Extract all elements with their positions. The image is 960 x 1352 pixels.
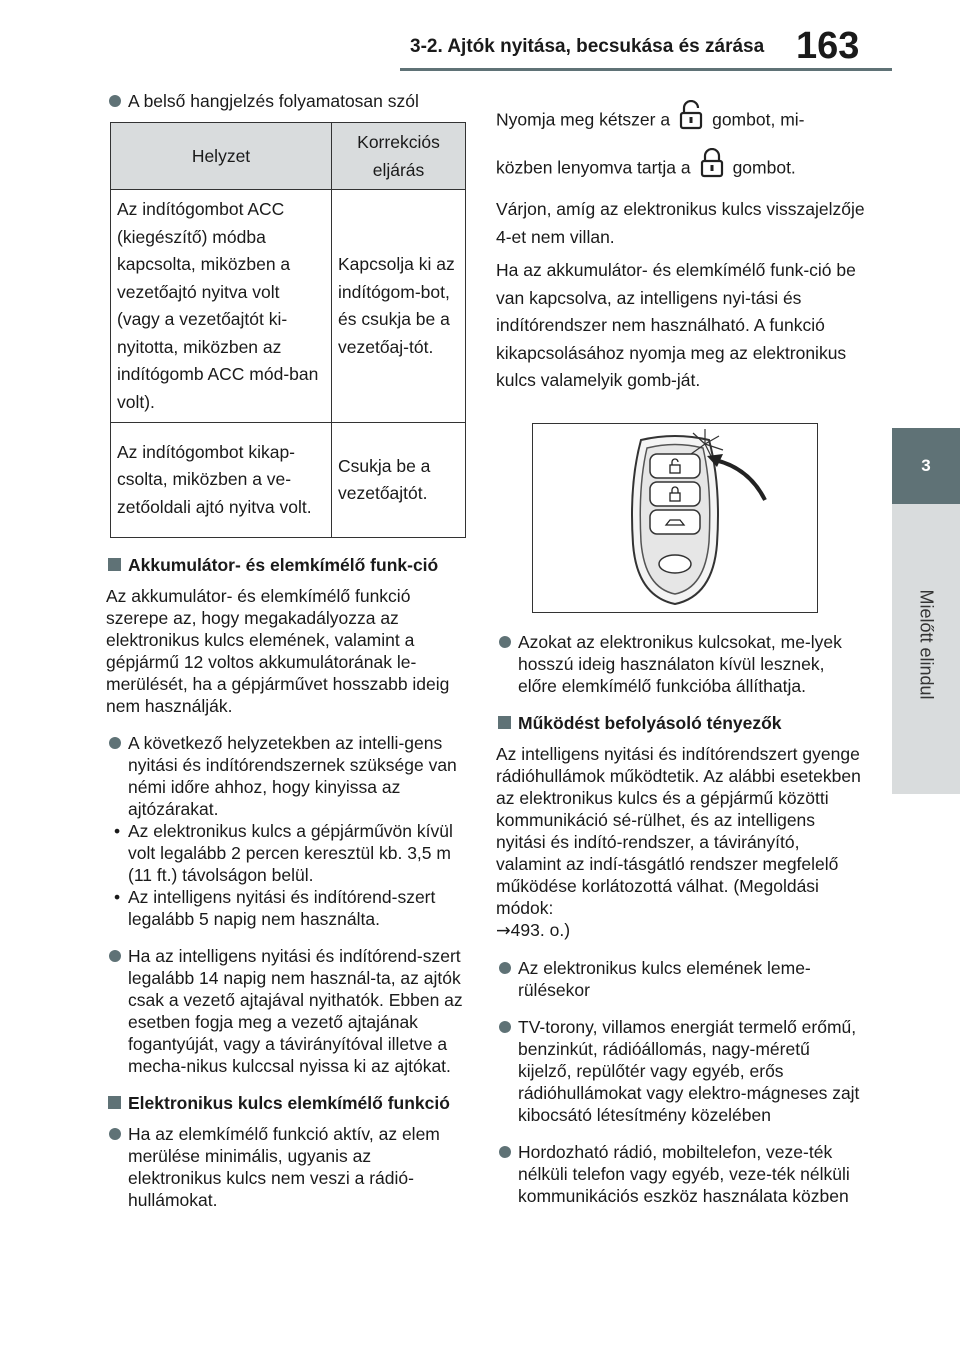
right-column [496, 100, 866, 1222]
bullet-factor: TV-torony, villamos energiát termelő erőmű, benzinkút, rádióállomás, nagy-méretű kijelző, repülőtér vagy egyéb, erős rádióhullámokat vagy elektro-mágneses zajt kibocsátó létesítmény közelében [496, 1016, 866, 1126]
page-reference-link[interactable]: 493. o.) [510, 919, 571, 940]
reference-arrow: → [496, 920, 511, 941]
instruction-text: Nyomja meg kétszer a [496, 109, 671, 130]
bullet-14-days: Ha az intelligens nyitási és indítórend-szert legalább 14 napig nem használ-ta, az ajtók csak a vezető ajtajával nyithatók. Ebben az esetben fogja meg a vezető ajtajának fogantyúját, vagy a távirányítóval illetve a mecha-nikus kulccsal nyissa ki az ajtókat. [106, 945, 468, 1077]
left-column [106, 90, 468, 1226]
unlock-icon [678, 100, 704, 142]
heading-key-saver: Elektronikus kulcs elemkímélő funkció [106, 1092, 468, 1114]
bullet-situations: A következő helyzetekben az intelli-gens nyitási és indítórendszernek szüksége van némi időre ahhoz, hogy kinyissa az ajtózárakat. [106, 732, 468, 820]
instruction-text: gombot, mi- [712, 109, 805, 130]
chapter-title-tab [892, 504, 960, 794]
paragraph-factors [496, 743, 866, 942]
instruction-line-2 [496, 148, 866, 190]
paragraph-factors-text: Az intelligens nyitási és indítórendszert gyenge rádióhullámok működtetik. Az alábbi esetekben az elektronikus kulcs és a gépjármű közötti kommunikáció sé-rülhet, és az intelligens nyitási és indító-rendszer, a távirányító, valamint az indí-tásgátló rendszer megfelelő működése korlátozottá válhat. (Megoldási módok: [496, 743, 861, 918]
lock-icon [699, 148, 725, 190]
key-fob-illustration [532, 423, 818, 613]
table-header-situation: Helyzet [111, 123, 332, 190]
bullet-factor: Az elektronikus kulcs elemének leme-rülésekor [496, 957, 866, 1001]
paragraph-wait: Várjon, amíg az elektronikus kulcs visszajelzője 4-et nem villan. [496, 199, 865, 247]
header-rule [400, 68, 892, 71]
bullet-key-saver: Ha az elemkímélő funkció aktív, az elem merülése minimális, ugyanis az elektronikus kulcs nem veszi a rádió-hullámokat. [106, 1123, 468, 1211]
table-header-row [111, 123, 466, 190]
sub-item: • Az intelligens nyitási és indítórend-szert legalább 5 napig nem használta. [106, 886, 468, 930]
table-cell-action: Kapcsolja ki az indítógom-bot, és csukja be a vezetőaj-tót. [332, 190, 466, 423]
heading-battery-saver: Akkumulátor- és elemkímélő funk-ció [106, 554, 468, 576]
sub-item: • Az elektronikus kulcs a gépjárművön kívül volt legalább 2 percen keresztül kb. 3,5 m (11 ft.) távolságon belül. [106, 820, 468, 886]
chapter-number-tab: 3 [892, 428, 960, 504]
page-number: 163 [796, 25, 860, 67]
instruction-line-1 [496, 100, 866, 142]
paragraph-battery-saver: Az akkumulátor- és elemkímélő funkció szerepe az, hogy megakadályozza az elektronikus kulcs elemének, valamint a gépjármű 12 voltos akkumulátorának le-merülését, ha a gépjárművet hosszabb ideig nem használják. [106, 586, 450, 716]
situation-table [110, 122, 466, 538]
table-cell-action: Csukja be a vezetőajtót. [332, 423, 466, 538]
table-row [111, 423, 466, 538]
table-cell-situation: Az indítógombot ACC (kiegészítő) módba kapcsolta, miközben a vezetőajtó nyitva volt (vagy a vezetőajtót ki-nyitotta, miközben az indítógomb ACC mód-ban volt). [111, 190, 332, 423]
bullet-intro: A belső hangjelzés folyamatosan szól [106, 90, 468, 112]
table-header-action: Korrekciós eljárás [332, 123, 466, 190]
table-cell-situation: Az indítógombot kikap-csolta, miközben a ve-zetőoldali ajtó nyitva volt. [111, 423, 332, 538]
instruction-text: gombot. [732, 157, 796, 178]
heading-factors: Működést befolyásoló tényezők [496, 712, 866, 734]
instruction-text: közben lenyomva tartja a [496, 157, 691, 178]
chapter-title: Mielőtt elindul [916, 589, 937, 700]
bullet-long-term: Azokat az elektronikus kulcsokat, me-lyek hosszú ideig használaton kívül lesznek, előre elemkímélő funkcióba állíthatja. [496, 631, 866, 697]
section-title: 3-2. Ajtók nyitása, becsukása és zárása [410, 36, 765, 57]
paragraph-disabled: Ha az akkumulátor- és elemkímélő funk-ció be van kapcsolva, az intelligens nyi-tási és indítórendszer nem használható. A funkció kikapcsolásához nyomja meg az elektronikus kulcs valamelyik gomb-ját. [496, 260, 856, 390]
table-row [111, 190, 466, 423]
bullet-factor: Hordozható rádió, mobiltelefon, veze-ték nélküli telefon vagy egyéb, veze-ték nélküli kommunikációs eszköz használata közben [496, 1141, 866, 1207]
